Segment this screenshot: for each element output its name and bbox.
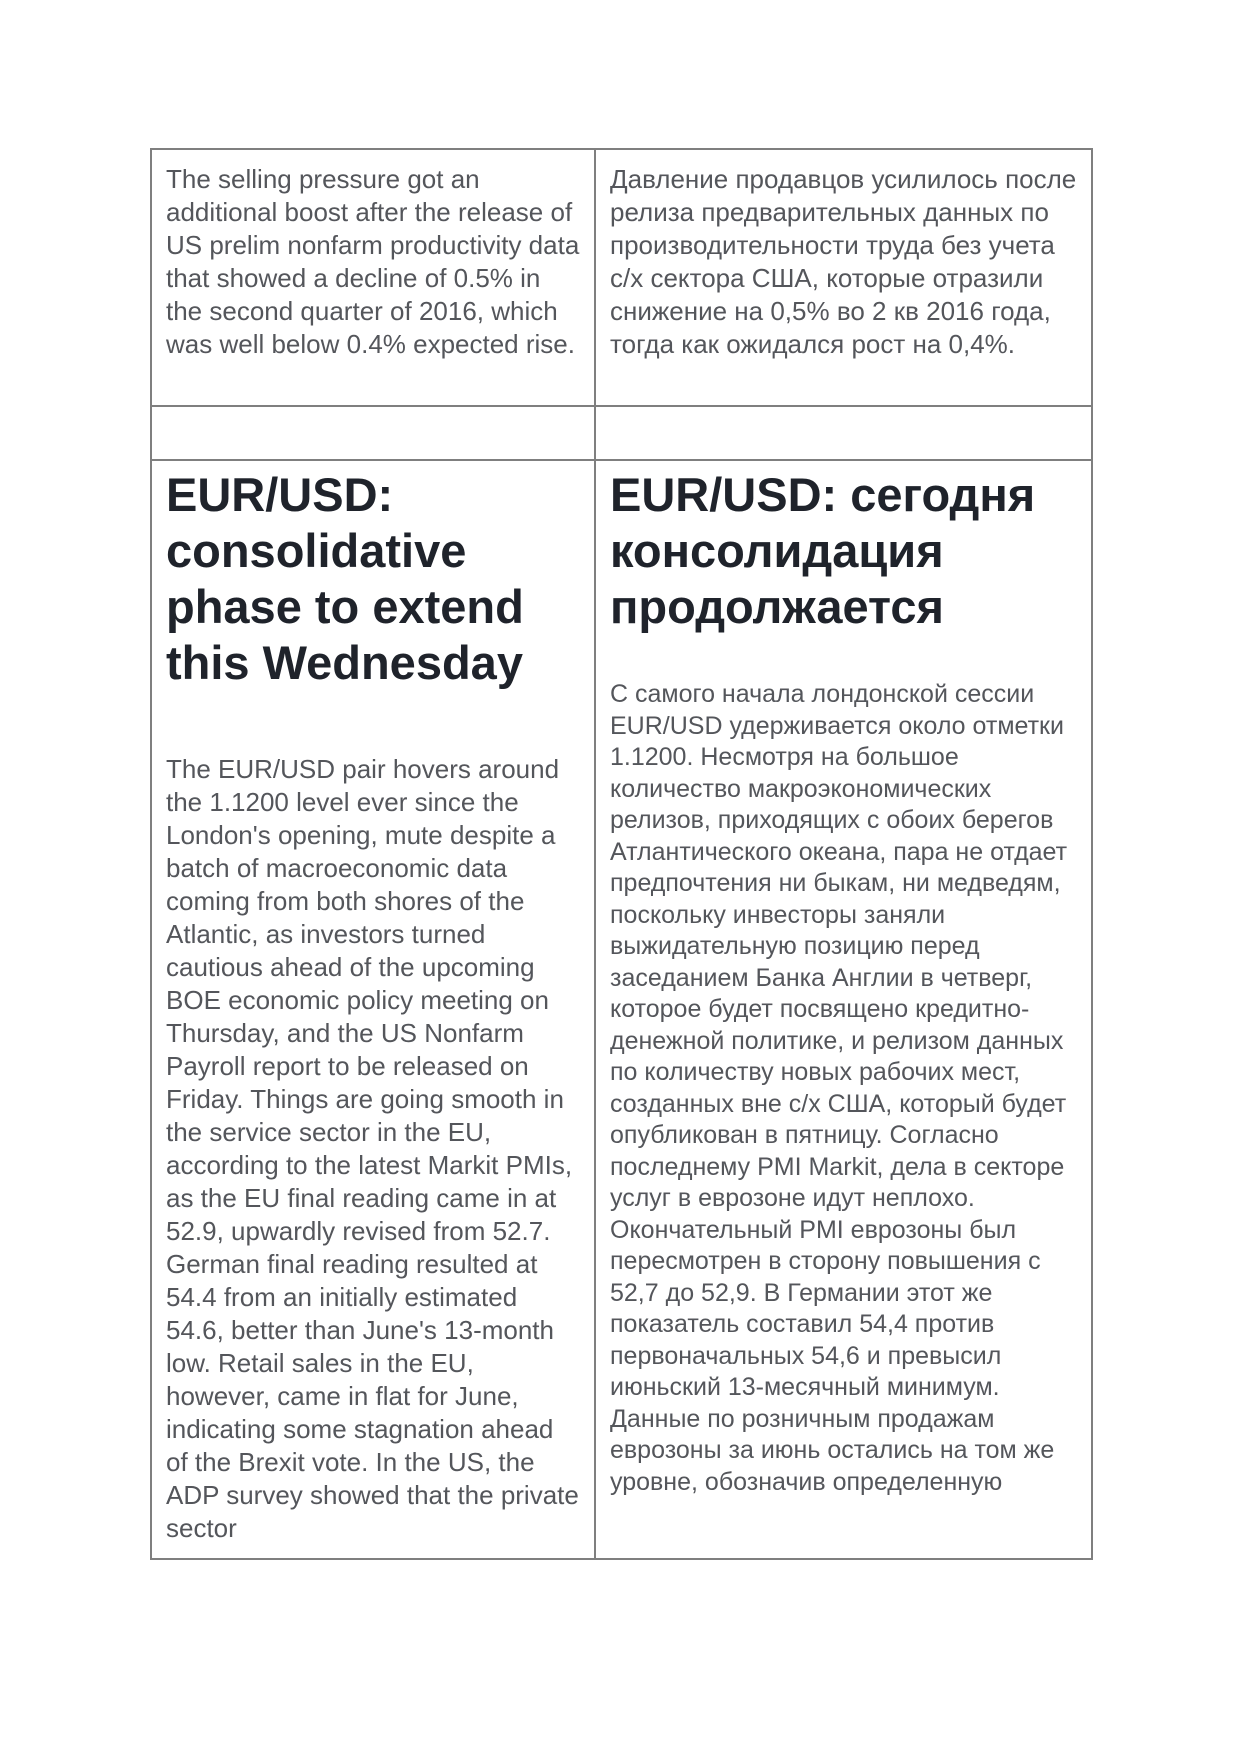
table-row-intro bbox=[151, 149, 1092, 406]
article-body-english: The EUR/USD pair hovers around the 1.1200 level ever since the London's opening, mute despite a batch of macroeconomic data coming from both shores of the Atlantic, as investors turned cautious ahead of the upcoming BOE economic policy meeting on Thursday, and the US Nonfarm Payroll report to be released on Friday. Things are going smooth in the service sector in the EU, according to the latest Markit PMIs, as the EU final reading came in at 52.9, upwardly revised from 52.7. German final reading resulted at 54.4 from an initially estimated 54.6, better than June's 13-month low. Retail sales in the EU, however, came in flat for June, indicating some stagnation ahead of the Brexit vote. In the US, the ADP survey showed that the private sector bbox=[166, 754, 579, 1543]
article-heading-english: EUR/USD: consolidative phase to extend this Wednesday bbox=[166, 468, 524, 689]
table-row-article bbox=[151, 460, 1092, 1559]
translation-table bbox=[150, 148, 1093, 1560]
cell-intro-english: The selling pressure got an additional boost after the release of US prelim nonfarm productivity data that showed a decline of 0.5% in the second quarter of 2016, which was well below 0.4% expected rise. bbox=[151, 149, 595, 406]
cell-article-english bbox=[151, 460, 595, 1559]
cell-empty-russian bbox=[595, 406, 1092, 460]
table-row-spacer bbox=[151, 406, 1092, 460]
article-heading-russian: EUR/USD: сегодня консолидация продолжается bbox=[610, 468, 1036, 633]
cell-empty-english bbox=[151, 406, 595, 460]
article-body-russian: С самого начала лондонской сессии EUR/USD удерживается около отметки 1.1200. Несмотря на большое количество макроэкономических релизов, приходящих с обоих берегов Атлантического океана, пара не отдает предпочтения ни быкам, ни медведям, поскольку инвесторы заняли выжидательную позицию перед заседанием Банка Англии в четверг, которое будет посвящено кредитно-денежной политике, и релизом данных по количеству новых рабочих мест, созданных вне с/х США, который будет опубликован в пятницу. Согласно последнему PMI Markit, дела в секторе услуг в еврозоне идут неплохо. Окончательный PMI еврозоны был пересмотрен в сторону повышения с 52,7 до 52,9. В Германии этот же показатель составил 54,4 против первоначальных 54,6 и превысил июньский 13-месячный минимум. Данные по розничным продажам еврозоны за июнь остались на том же уровне, обозначив определенную bbox=[610, 680, 1068, 1496]
cell-article-russian bbox=[595, 460, 1092, 1559]
cell-intro-russian: Давление продавцов усилилось после релиза предварительных данных по производительности труда без учета с/х сектора США, которые отразили снижение на 0,5% во 2 кв 2016 года, тогда как ожидался рост на 0,4%. bbox=[595, 149, 1092, 406]
